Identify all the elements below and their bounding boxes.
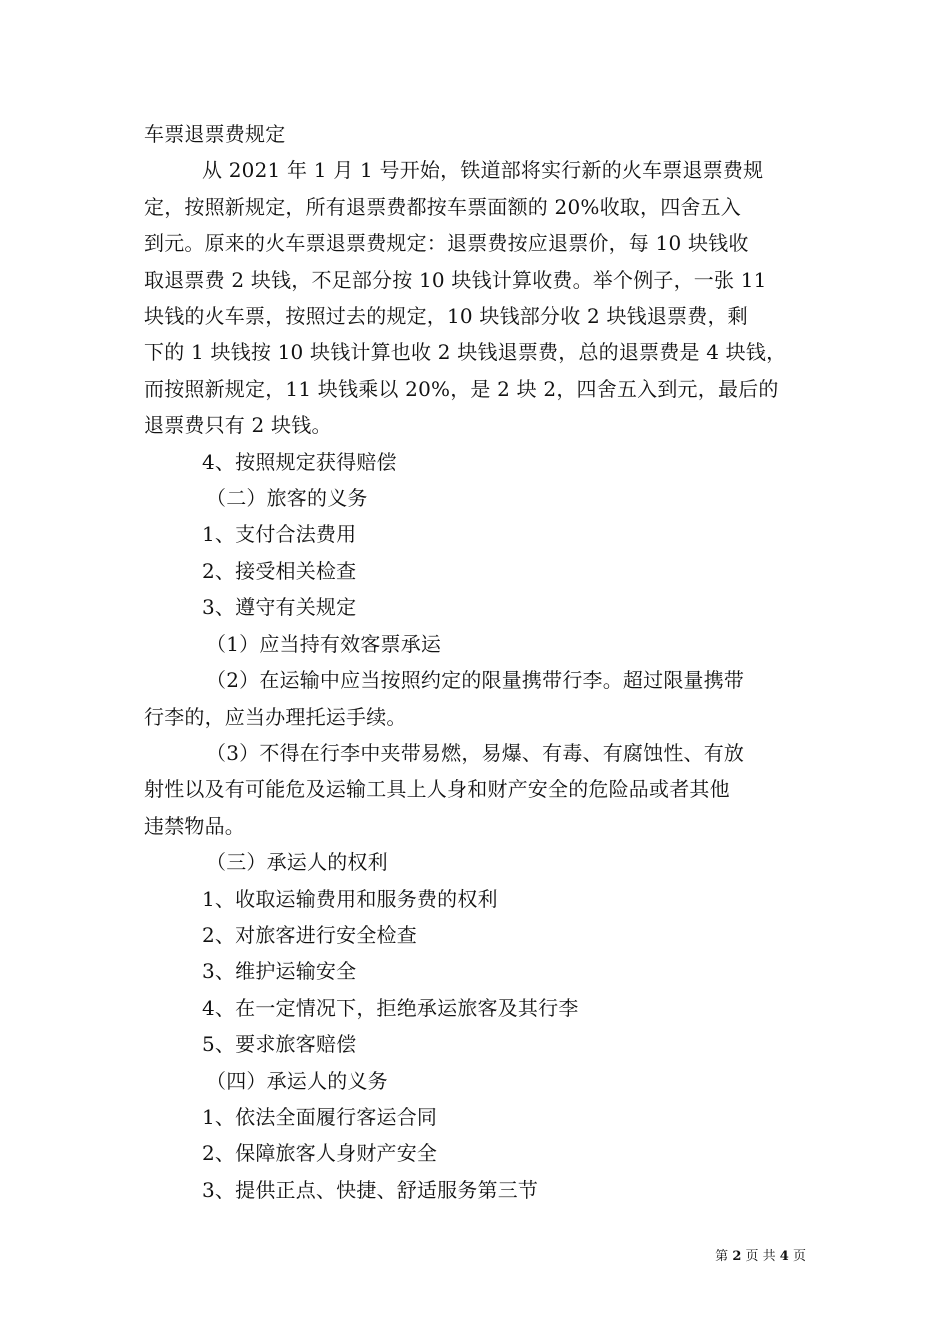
- list-item: 4、按照规定获得赔偿: [202, 449, 397, 474]
- document-body: [144, 116, 816, 1208]
- list-item: 2、接受相关检查: [202, 558, 357, 583]
- paragraph-line: 取退票费 2 块钱，不足部分按 10 块钱计算收费。举个例子，一张 11: [144, 267, 767, 292]
- paragraph-line: 块钱的火车票，按照过去的规定，10 块钱部分收 2 块钱退票费，剩: [144, 304, 748, 329]
- list-item: 4、在一定情况下，拒绝承运旅客及其行李: [202, 995, 579, 1020]
- list-item: 5、要求旅客赔偿: [202, 1032, 357, 1057]
- paragraph-line: 从 2021 年 1 月 1 号开始，铁道部将实行新的火车票退票费规: [202, 158, 764, 183]
- doc-title: 车票退票费规定: [144, 122, 286, 146]
- list-item: 1、依法全面履行客运合同: [202, 1104, 438, 1129]
- section-heading: （四）承运人的义务: [206, 1068, 388, 1093]
- list-item: 2、保障旅客人身财产安全: [202, 1141, 438, 1166]
- sub-item: （3）不得在行李中夹带易燃，易爆、有毒、有腐蚀性、有放: [206, 740, 745, 765]
- paragraph-line: 而按照新规定，11 块钱乘以 20%，是 2 块 2，四舍五入到元，最后的: [144, 376, 779, 401]
- page-footer: [715, 1248, 806, 1266]
- total-pages-number: 4: [779, 1249, 789, 1264]
- list-item: 3、遵守有关规定: [202, 595, 357, 620]
- footer-prefix: 第: [715, 1249, 729, 1264]
- sub-item: （2）在运输中应当按照约定的限量携带行李。超过限量携带: [206, 668, 745, 693]
- list-item: 3、提供正点、快捷、舒适服务第三节: [202, 1177, 539, 1202]
- list-item: 3、维护运输安全: [202, 959, 357, 984]
- paragraph-line: 到元。原来的火车票退票费规定：退票费按应退票价，每 10 块钱收: [144, 231, 749, 256]
- sub-item: （1）应当持有效客票承运: [206, 631, 442, 656]
- paragraph-line: 行李的，应当办理托运手续。: [144, 704, 407, 729]
- footer-middle: 页 共: [745, 1249, 776, 1264]
- footer-suffix: 页: [792, 1249, 806, 1264]
- paragraph-line: 射性以及有可能危及运输工具上人身和财产安全的危险品或者其他: [144, 777, 730, 802]
- paragraph-line: 下的 1 块钱按 10 块钱计算也收 2 块钱退票费，总的退票费是 4 块钱，: [144, 340, 787, 365]
- list-item: 1、收取运输费用和服务费的权利: [202, 886, 498, 911]
- section-heading: （二）旅客的义务: [206, 486, 368, 511]
- list-item: 2、对旅客进行安全检查: [202, 922, 417, 947]
- current-page-number: 2: [732, 1249, 742, 1264]
- paragraph-line: 退票费只有 2 块钱。: [144, 413, 332, 438]
- list-item: 1、支付合法费用: [202, 522, 357, 547]
- section-heading: （三）承运人的权利: [206, 850, 388, 875]
- paragraph-line: 违禁物品。: [144, 813, 245, 838]
- paragraph-line: 定，按照新规定，所有退票费都按车票面额的 20%收取，四舍五入: [144, 194, 742, 219]
